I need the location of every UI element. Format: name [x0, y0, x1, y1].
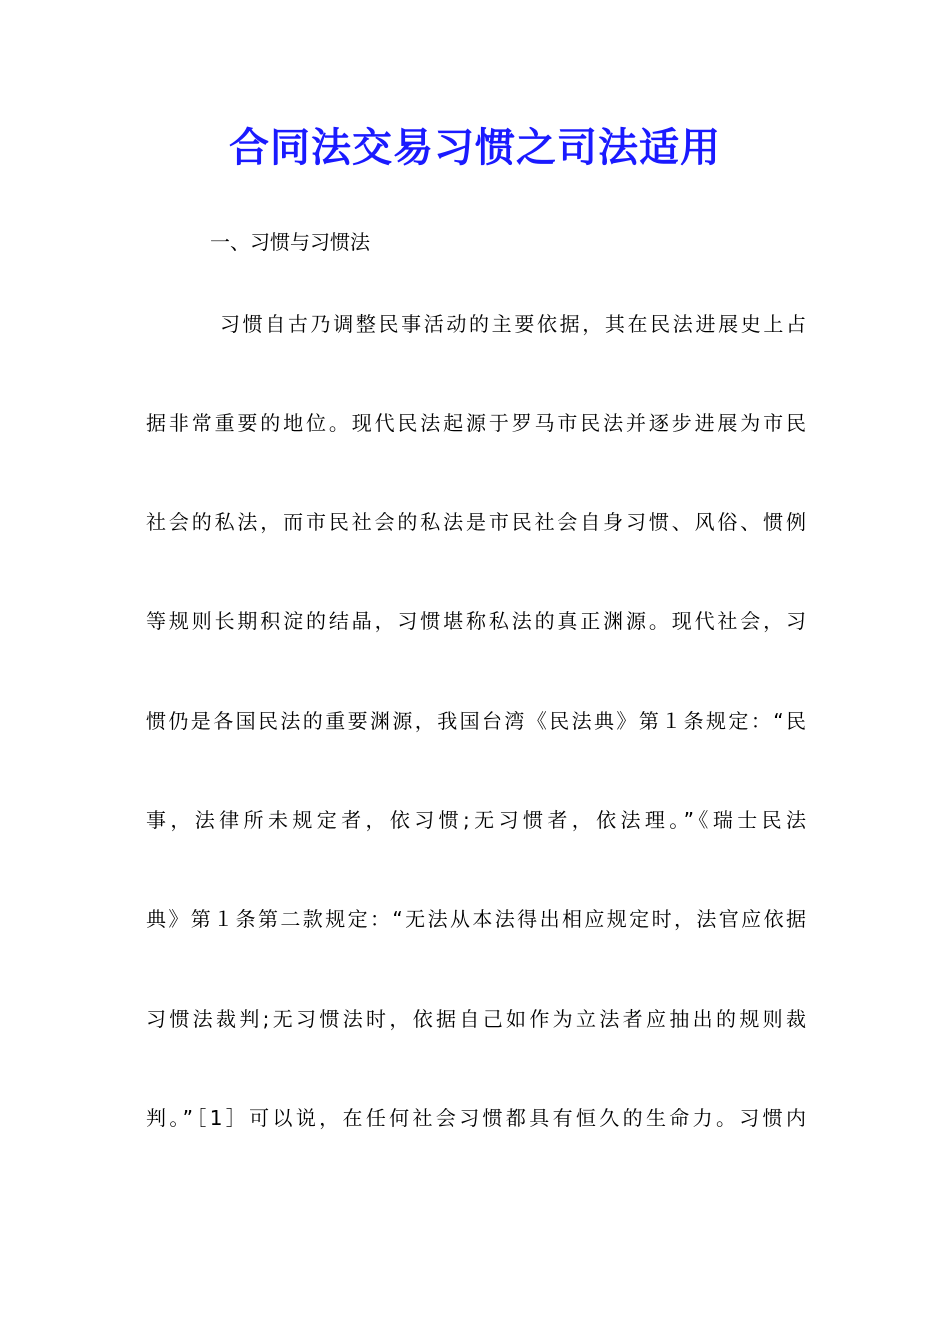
paragraph-line: 据非常重要的地位。现代民法起源于罗马市民法并逐步进展为市民 [146, 411, 806, 435]
paragraph-line: 事，法律所未规定者，依习惯;无习惯者，依法理。”《瑞士民法 [146, 808, 806, 832]
paragraph-line: 社会的私法，而市民社会的私法是市民社会自身习惯、风俗、惯例 [146, 510, 806, 534]
paragraph-line: 典》第１条第二款规定：“无法从本法得出相应规定时，法官应依据 [146, 907, 806, 931]
paragraph-line: 等规则长期积淀的结晶，习惯堪称私法的真正渊源。现代社会，习 [146, 609, 806, 633]
paragraph-line: 惯仍是各国民法的重要渊源，我国台湾《民法典》第１条规定：“民 [146, 709, 806, 733]
paragraph-line: 判。”［1］可以说，在任何社会习惯都具有恒久的生命力。习惯内 [146, 1106, 806, 1130]
document-title: 合同法交易习惯之司法适用 [229, 124, 721, 171]
section-heading: 一、习惯与习惯法 [210, 230, 370, 254]
paragraph-line: 习惯自古乃调整民事活动的主要依据，其在民法进展史上占 [220, 312, 806, 336]
paragraph-line: 习惯法裁判;无习惯法时，依据自己如作为立法者应抽出的规则裁 [146, 1007, 806, 1031]
